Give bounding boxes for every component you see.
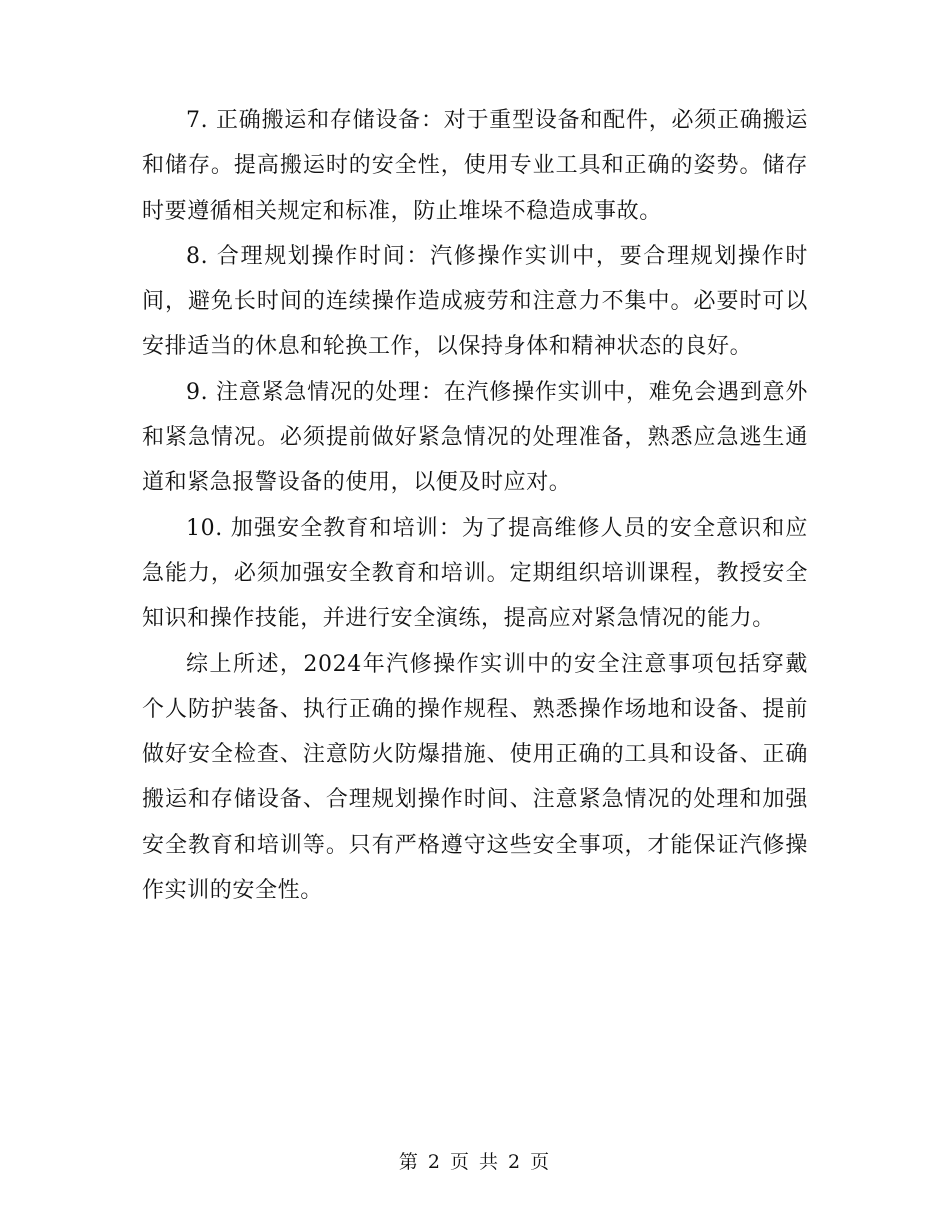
summary-paragraph: 综上所述，2024年汽修操作实训中的安全注意事项包括穿戴个人防护装备、执行正确的操作规程、熟悉操作场地和设备、提前做好安全检查、注意防火防爆措施、使用正确的工具和设备、正确搬运和存储设备、合理规划操作时间、注意紧急情况的处理和加强安全教育和培训等。只有严格遵守这些安全事项，才能保证汽修操作实训的安全性。	[142, 651, 808, 904]
paragraph-item-7: 7. 正确搬运和存储设备：对于重型设备和配件，必须正确搬运和储存。提高搬运时的安全性，使用专业工具和正确的姿势。储存时要遵循相关规定和标准，防止堆垛不稳造成事故。	[142, 108, 808, 224]
paragraph-item-9: 9. 注意紧急情况的处理：在汽修操作实训中，难免会遇到意外和紧急情况。必须提前做好紧急情况的处理准备，熟悉应急逃生通道和紧急报警设备的使用，以便及时应对。	[142, 379, 808, 496]
paragraph-item-10: 10. 加强安全教育和培训：为了提高维修人员的安全意识和应急能力，必须加强安全教育和培训。定期组织培训课程，教授安全知识和操作技能，并进行安全演练，提高应对紧急情况的能力。	[142, 515, 808, 632]
page-number-footer: 第 2 页 共 2 页	[398, 1151, 552, 1173]
paragraph-item-8: 8. 合理规划操作时间：汽修操作实训中，要合理规划操作时间，避免长时间的连续操作造成疲劳和注意力不集中。必要时可以安排适当的休息和轮换工作，以保持身体和精神状态的良好。	[142, 243, 808, 360]
document-body	[142, 98, 808, 913]
